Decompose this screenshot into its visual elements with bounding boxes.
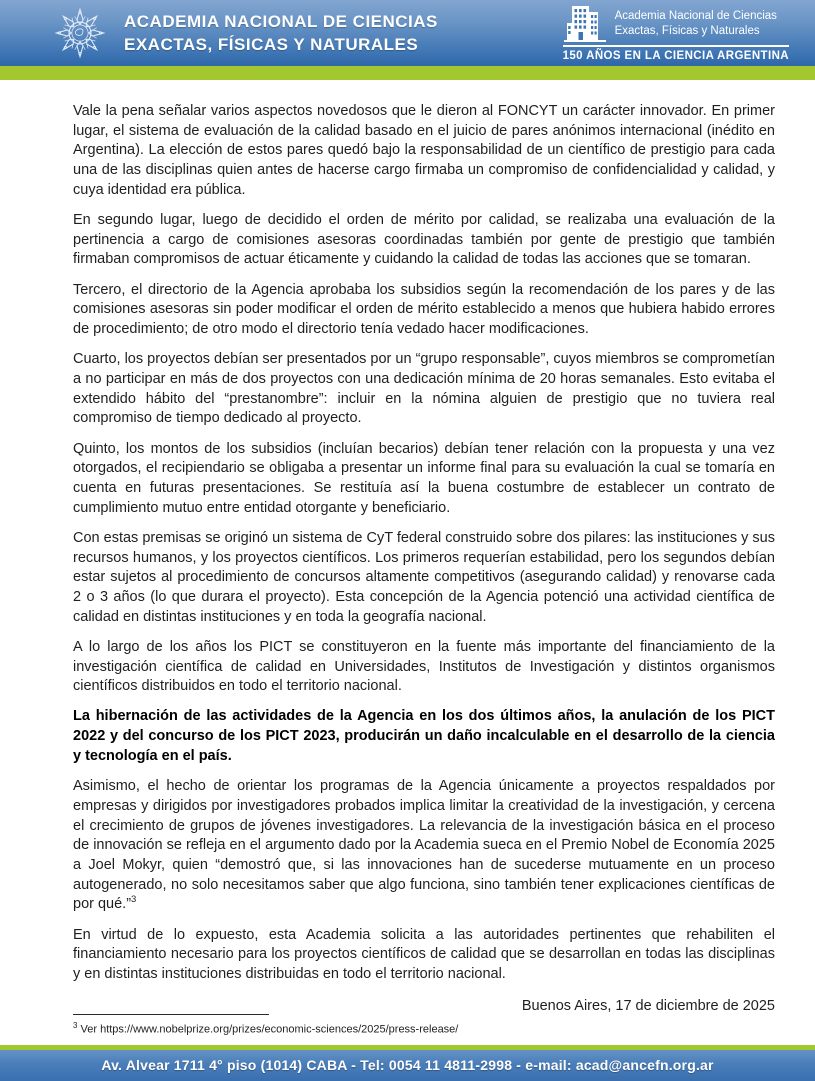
paragraph-tercero: Tercero, el directorio de la Agencia aprobaba los subsidios según la recomendación de los pares y de las comisiones asesoras sin poder modificar el orden de mérito establecido a menos que hubiera habido errores de procedimiento; de otro modo el directorio tenía vedado hacer modificaciones.: [73, 281, 775, 338]
contact-info: Av. Alvear 1711 4° piso (1014) CABA - Tel: 0054 11 4811-2998 - e-mail: acad@ancefn.org.ar: [101, 1057, 714, 1074]
letterhead-left: [52, 5, 438, 61]
letter-body: [0, 80, 815, 1045]
badge-name-line1: Academia Nacional de Ciencias: [614, 10, 777, 22]
paragraph-solicitud: En virtud de lo expuesto, esta Academia solicita a las autoridades pertinentes que rehabiliten el financiamiento necesario para los proyectos científicos de calidad que se desarrollan en todas las disciplinas y en distintas instituciones distribuidas en todo el territorio nacional.: [73, 926, 775, 982]
paragraph-asimismo: [73, 777, 775, 915]
footnote-url-text: Ver https://www.nobelprize.org/prizes/economic-sciences/2025/press-release/: [77, 1023, 459, 1036]
footnote-block: [73, 1014, 775, 1045]
org-name-line2: EXACTAS, FÍSICAS Y NATURALES: [124, 35, 419, 54]
anniversary-motto: 150 AÑOS EN LA CIENCIA ARGENTINA: [562, 50, 789, 62]
paragraph-hibernacion-bold: La hibernación de las actividades de la Agencia en los dos últimos años, la anulación de los PICT 2022 y del concurso de los PICT 2023, producirán un daño incalculable en el desarrollo de la ciencia y tecnología en el país.: [73, 708, 775, 764]
letterhead-header: [0, 0, 815, 66]
footnote: [73, 1021, 775, 1036]
footnote-reference: 3: [131, 894, 137, 906]
academy-building-icon: [563, 3, 607, 43]
footnote-divider: [73, 1014, 269, 1015]
paragraph-asimismo-text: Asimismo, el hecho de orientar los programas de la Agencia únicamente a proyectos respaldados por empresas y dirigidos por investigadores probados implica limitar la creatividad de la investigación, y cercena el crecimiento de grupos de jóvenes investigadores. La relevancia de la investigación básica en el proceso de innovación se refleja en el argumento dado por la Academia sueca en el Premio Nobel de Economía 2025 a Joel Mokyr, quien “demostró que, si las innovaciones han de sucederse mutuamente en un proceso autogenerado, no solo necesitamos saber que algo funciona, sino también tener explicaciones científicas de por qué.”: [73, 778, 775, 913]
header-accent-bar: [0, 66, 815, 80]
paragraph-segundo-lugar: En segundo lugar, luego de decidido el orden de mérito por calidad, se realizaba una evaluación de la pertinencia a cargo de comisiones asesoras coordinadas también por gente de prestigio que también firmaban compromisos de actuar éticamente y cuidando la calidad de todas las acciones que se tomaran.: [73, 212, 775, 268]
org-name-line1: ACADEMIA NACIONAL DE CIENCIAS: [124, 12, 438, 31]
anniversary-badge: [563, 3, 793, 63]
paragraph-pict: A lo largo de los años los PICT se constituyeron en la fuente más importante del financiamiento de la investigación científica de calidad en Universidades, Institutos de Investigación y distintos organismos científicos distribuidos en todo el territorio nacional.: [73, 638, 775, 695]
footnote-marker: 3: [73, 1021, 78, 1031]
dateline: Buenos Aires, 17 de diciembre de 2025: [521, 998, 775, 1015]
academy-seal-icon: [52, 5, 108, 61]
anniversary-badge-name: [615, 9, 777, 43]
anniversary-badge-top: [563, 3, 789, 43]
badge-name-line2: Exactas, Físicas y Naturales: [614, 25, 760, 37]
org-name: [124, 10, 438, 56]
paragraph-quinto: Quinto, los montos de los subsidios (incluían becarios) debían tener relación con la propuesta y una vez otorgados, el recipiendario se obligaba a presentar un informe final para su evaluación la cual se tomaría en cuenta en futuras presentaciones. Se restituía así la buena costumbre de establecer un contrato de cumplimiento mutuo entre entidad otorgante y beneficiario.: [73, 440, 775, 516]
paragraph-foncyt-innovador: Vale la pena señalar varios aspectos novedosos que le dieron al FONCYT un carácter innovador. En primer lugar, el sistema de evaluación de la calidad basado en el juicio de pares anónimos internacional (inédito en Argentina). La elección de estos pares quedó bajo la responsabilidad de un científico de prestigio para cada una de las disciplinas quien antes de hacerse cargo firmaba un compromiso de confidencialidad y calidad, y cuya identidad era pública.: [73, 103, 775, 198]
paragraph-premisas: Con estas premisas se originó un sistema de CyT federal construido sobre dos pilares: las instituciones y sus recursos humanos, y los proyectos científicos. Los primeros requerían estabilidad, pero los segundos debían estar sujetos al procedimiento de concursos altamente competitivos (asegurando calidad) y renovarse cada 2 o 3 años (lo que durara el proyecto). Esta concepción de la Agencia potenció una actividad científica de calidad en distintas instituciones y en toda la geografía nacional.: [73, 529, 775, 625]
footer-bar: [0, 1050, 815, 1081]
paragraph-cuarto: Cuarto, los proyectos debían ser presentados por un “grupo responsable”, cuyos miembros se comprometían a no participar en más de dos proyectos con una dedicación mínima de 20 horas semanales. Esto evitaba el extendido hábito del “prestanombre”: incluir en la nómina alguien de prestigio que no tuviera real compromiso de tiempo dedicado al proyecto.: [73, 351, 775, 427]
